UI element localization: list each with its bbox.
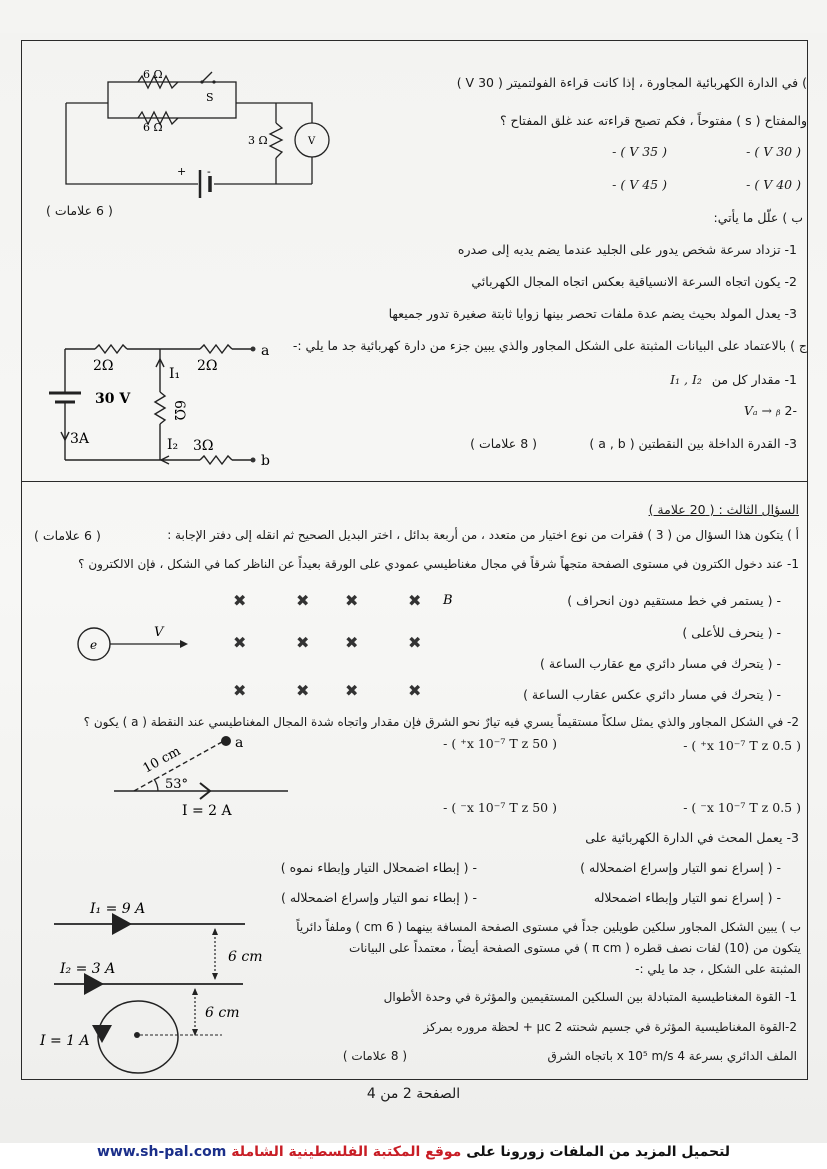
option-3: ( 40 V ) -: [746, 177, 801, 192]
field-into-page-icon: ✖: [296, 633, 310, 652]
find-item-3: 3- القدرة الداخلة بين النقطتين ( a , b ): [589, 436, 797, 451]
minus-label: -: [207, 165, 211, 178]
find-item-1-math: I₁ , I₂: [670, 372, 702, 387]
part-c-marks: ( 8 علامات ): [470, 436, 537, 451]
marks-label: ( 6 علامات ): [46, 203, 113, 218]
i2-wire-label: I₂ = 3 A: [60, 961, 116, 977]
q3-2-option-1: ( 0.5 x 10⁻⁷ T z⁺ ) -: [683, 738, 801, 753]
part-c-heading: ج ) بالاعتماد على البيانات المثبتة على الشكل المجاور والذي يبين جزء من دارة كهربائية جد ما يلي :-: [292, 338, 807, 353]
section-divider: [21, 481, 808, 482]
electron-field-figure: [78, 590, 478, 710]
option-2: ( 35 V ) -: [612, 144, 667, 159]
r4-label: 3Ω: [193, 438, 214, 454]
distance-1-label: 6 cm: [228, 949, 263, 965]
q3-3-option-2: - ( إبطاء اضمحلال التيار وإبطاء نموه ): [280, 860, 477, 875]
part-b-heading: ب ) علّل ما يأتي:: [713, 210, 803, 225]
find-item-2-math: Vₐ → ᵦ: [743, 403, 781, 418]
electron-label: e: [90, 638, 98, 652]
q3-item-3-text: 3- يعمل المحث في الدارة الكهربائية على: [585, 830, 799, 845]
field-into-page-icon: ✖: [408, 591, 422, 610]
resistor-2ohm-right: [200, 345, 232, 353]
circuit-diagram-1: [60, 68, 340, 203]
banner-url[interactable]: www.sh-pal.com: [96, 1144, 227, 1160]
meter-label: V: [308, 136, 316, 147]
coil-current-label: I = 1 A: [40, 1033, 90, 1049]
q3-1-option-2: - ( ينحرف للأعلى ): [682, 625, 781, 640]
point-a-dot: [221, 736, 231, 746]
reason-item-3: 3- يعدل المولد بحيث يضم عدة ملفات تحصر بينها زوايا ثابتة صغيرة تدور جميعها: [388, 306, 797, 321]
field-into-page-icon: ✖: [345, 681, 359, 700]
resistor-2ohm-left: [95, 345, 127, 353]
find-item-2: [744, 403, 797, 418]
option-1: ( 30 V ) -: [746, 144, 801, 159]
field-into-page-icon: ✖: [296, 591, 310, 610]
field-label: B: [443, 593, 453, 608]
q3-part-b-item3: الملف الدائري بسرعة 4 x 10⁵ m/s باتجاه الشرق: [547, 1049, 797, 1063]
r1-label: 2Ω: [93, 358, 114, 374]
i2-label: I₂: [167, 437, 179, 453]
banner-site-name[interactable]: موقع المكتبة الفلسطينية الشاملة: [231, 1144, 462, 1160]
download-banner[interactable]: [0, 1143, 827, 1169]
resistor-3-zigzag: [270, 123, 282, 158]
field-into-page-icon: ✖: [345, 633, 359, 652]
page-number: الصفحة 2 من 4: [366, 1086, 461, 1102]
circuit-diagram-2: [45, 345, 285, 470]
q3-part-b-item2: 2-القوة المغناطيسية المؤثرة في جسيم شحنته 2 μc + لحظة مروره بمركز: [423, 1020, 797, 1034]
field-into-page-icon: ✖: [296, 681, 310, 700]
field-into-page-icon: ✖: [345, 591, 359, 610]
r-top-label: 6 Ω: [143, 68, 163, 81]
q3-2-option-2: ( 50 x 10⁻⁷ T z⁺ ) -: [443, 736, 557, 751]
angle-label: 53°: [165, 777, 189, 792]
i1-label: I₁: [169, 366, 181, 382]
q3-part-b-item1: 1- القوة المغناطيسية المتبادلة بين السلكين المستقيمين والمؤثرة في وحدة الأطوال: [383, 990, 797, 1004]
field-into-page-icon: ✖: [233, 591, 247, 610]
field-into-page-icon: ✖: [408, 681, 422, 700]
distance-2-label: 6 cm: [205, 1005, 240, 1021]
angle-arc: [154, 779, 158, 791]
q3-2-option-3: ( 0.5 x 10⁻⁷ T z⁻ ) -: [683, 800, 801, 815]
velocity-label: V: [154, 625, 164, 640]
find-item-1-text: 1- مقدار كل من: [711, 372, 797, 387]
option-4: ( 45 V ) -: [612, 177, 667, 192]
resistor-6ohm: [155, 392, 165, 424]
q3-part-b-marks: ( 8 علامات ): [342, 1049, 407, 1063]
banner-text: لتحميل المزيد من الملفات زورونا على: [466, 1144, 731, 1160]
q3-item-2-text: 2- في الشكل المجاور والذي يمثل سلكاً مستقيماً يسري فيه تيارٌ نحو الشرق فإن مقدار واتجاه شدة المجال المغناطيسي عند النقطة ( a ) يكون ؟: [83, 715, 799, 729]
reason-item-2: 2- يكون اتجاه السرعة الانسياقية بعكس اتجاه المجال الكهربائي: [471, 274, 797, 289]
field-into-page-icon: ✖: [408, 633, 422, 652]
i1-wire-label: I₁ = 9 A: [90, 901, 146, 917]
q3-1-option-1: - ( يستمر في خط مستقيم دون انحراف ): [567, 593, 781, 608]
distance-label: 10 cm: [140, 743, 184, 777]
find-item-2-num: -2: [784, 403, 797, 418]
switch-lever: [202, 72, 212, 82]
field-into-page-icon: ✖: [233, 681, 247, 700]
plus-label: +: [177, 165, 187, 178]
find-item-1: [670, 372, 797, 387]
question-a-line1: ) في الدارة الكهربائية المجاورة ، إذا كانت قراءة الفولتميتر ( 30 V ): [456, 75, 807, 90]
question-a-line2: والمفتاح ( s ) مفتوحاً ، فكم تصبح قراءته عند غلق المفتاح ؟: [499, 113, 807, 128]
q3-3-option-3: - ( إسراع نمو التيار وإبطاء اضمحلاله: [593, 890, 781, 905]
q3-1-option-3: - ( يتحرك في مسار دائري مع عقارب الساعة ): [540, 656, 781, 671]
point-a-label-2: a: [235, 735, 244, 751]
q3-2-option-4: ( 50 x 10⁻⁷ T z⁻ ) -: [443, 800, 557, 815]
q3-part-a-marks: ( 6 علامات ): [34, 528, 101, 543]
field-into-page-icon: ✖: [233, 633, 247, 652]
q3-part-b-line3: المثبتة على الشكل ، جد ما يلي :-: [635, 962, 801, 976]
current-label: I = 2 A: [182, 803, 232, 819]
r-side-label: 3 Ω: [248, 134, 268, 147]
q3-1-option-4: - ( يتحرك في مسار دائري عكس عقارب الساعة ): [523, 687, 781, 702]
r-bottom-label: 6 Ω: [143, 121, 163, 134]
q3-part-b-line2: يتكون من (10) لفات نصف قطره ( π cm ) في مستوى الصفحة أيضاً ، معتمداً على البيانات: [349, 941, 801, 955]
q3-part-b-line1: ب ) يبين الشكل المجاور سلكين طويلين جداً في مستوى الصفحة المسافة بينهما ( 6 cm ) وملفاً دائرياً: [296, 920, 801, 934]
r2-label: 2Ω: [197, 358, 218, 374]
current-3a-label: 3A: [70, 431, 90, 447]
point-a-label: a: [261, 343, 270, 359]
q3-item-1-text: 1- عند دخول الكترون في مستوى الصفحة متجهاً شرقاً في مجال مغناطيسي عمودي على الورقة بعيداً عن الناظر كما في الشكل ، فإن الالكترون ؟: [78, 557, 799, 571]
q3-3-option-1: - ( إسراع نمو التيار وإسراع اضمحلاله ): [580, 860, 781, 875]
resistor-3ohm: [200, 456, 232, 464]
wires-coil-figure: [40, 895, 280, 1075]
point-b-label: b: [261, 453, 270, 469]
q3-part-a-intro: أ ) يتكون هذا السؤال من ( 3 ) فقرات من نوع اختيار من متعدد ، من أربعة بدائل ، اختر البديل الصحيح ثم انقله إلى دفتر الإجابة :: [167, 528, 799, 542]
q3-3-option-4: - ( إبطاء نمو التيار وإسراع اضمحلاله ): [281, 890, 477, 905]
wire-field-figure: [110, 735, 310, 820]
question-3-title: السؤال الثالث : ( 20 علامة ): [648, 502, 799, 517]
switch-label: S: [206, 91, 214, 104]
emf-label: 30 V: [95, 391, 131, 407]
r3-label: 6Ω: [171, 400, 187, 421]
reason-item-1: 1- تزداد سرعة شخص يدور على الجليد عندما يضم يديه إلى صدره: [457, 242, 797, 257]
